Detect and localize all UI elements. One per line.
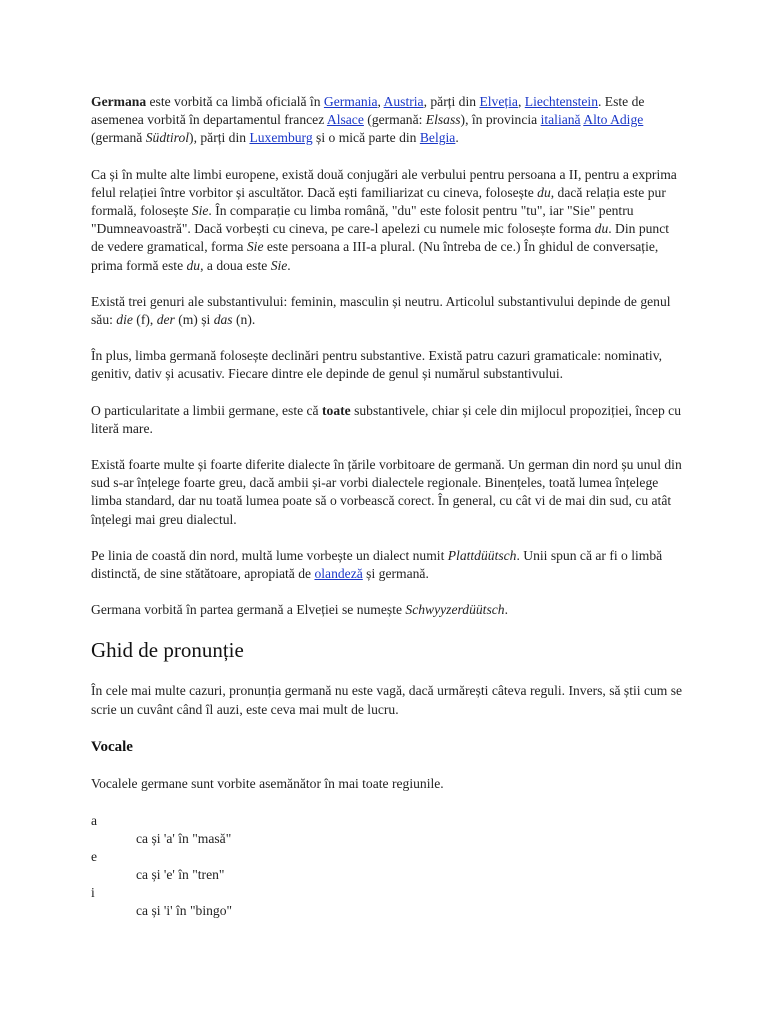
term-sie: Sie	[246, 239, 264, 255]
vowel-item	[91, 884, 683, 920]
paragraph-intro	[91, 93, 683, 148]
term-toate: toate	[322, 402, 351, 418]
vowel-letter: i	[91, 885, 95, 901]
text: , dacă relația este pur formală, folosește	[91, 184, 666, 219]
term-schwyyzerduutsch: Schwyyzerdüütsch	[405, 602, 505, 618]
text: , a doua este	[200, 257, 271, 273]
term-die: die	[116, 312, 133, 328]
text: (f),	[132, 312, 157, 328]
vowel-item	[91, 848, 683, 884]
text: substantivele, chiar și cele din mijlocul propoziției, încep cu literă mare.	[91, 402, 681, 436]
paragraph-dialects: Există foarte multe și foarte diferite dialecte în țările vorbitoare de germană. Un german din nord șu unul din sud s-ar înțelege foarte greu, dacă ambii și-ar vorbi dialectele regionale. Binențeles, toată lumea înțelege limba standard, dar nu toată lumea poate să o vorbească corect. În general, cu cât vi de mai din sud, cu atât înțelegi mai greu dialectul.	[91, 457, 682, 527]
link-alto-adige[interactable]: Alto Adige	[583, 112, 644, 128]
term-du: du	[537, 184, 551, 200]
vowel-description: ca și 'a' în "masă"	[136, 831, 232, 847]
link-germania[interactable]: Germania	[323, 94, 378, 109]
text: . Din punct de vedere gramatical, forma	[91, 221, 670, 255]
text: Există trei genuri ale substantivului: feminin, masculin și neutru. Articolul substantivului depinde de genul său:	[91, 293, 671, 328]
heading-vowels: Vocale	[91, 738, 133, 755]
text: , părți din	[423, 94, 480, 109]
term-sie: Sie	[191, 203, 209, 219]
text: ), în provincia	[460, 112, 541, 128]
text: Germana vorbită în partea germană a Elveției se numește	[91, 602, 406, 618]
text: și o mică parte din	[312, 130, 420, 146]
text: Pe linia de coastă din nord, multă lume vorbește un dialect numit	[91, 547, 448, 563]
text: .	[504, 602, 508, 618]
paragraph-capitalization	[91, 402, 683, 438]
link-italiana[interactable]: italiană	[540, 112, 581, 128]
text: .	[287, 257, 291, 273]
link-austria[interactable]: Austria	[383, 94, 424, 109]
vowel-letter: e	[91, 849, 98, 865]
term-du: du	[186, 257, 201, 273]
link-liechtenstein[interactable]: Liechtenstein	[524, 94, 598, 109]
text: și germană.	[362, 566, 429, 582]
text: . Este de asemenea vorbită în departamentul francez	[91, 94, 645, 128]
vowel-list	[91, 812, 683, 920]
paragraph-conjugation	[91, 166, 683, 275]
term-germana: Germana	[91, 94, 147, 109]
vowel-letter: a	[91, 813, 98, 829]
text: (germană:	[363, 112, 426, 128]
paragraph-pronunciation-intro: În cele mai multe cazuri, pronunția germană nu este vagă, dacă urmărești câteva reguli. Invers, să știi cum se scrie un cuvânt când îl auzi, este ceva mai mult de lucru.	[91, 683, 683, 717]
link-alsace[interactable]: Alsace	[326, 112, 364, 128]
paragraph-genders	[91, 293, 683, 329]
document-content	[91, 93, 683, 920]
paragraph-declension: În plus, limba germană folosește declinări pentru substantive. Există patru cazuri gramaticale: nominativ, genitiv, dativ și acusativ. Fiecare dintre ele depinde de genul și numărul substantivului.	[91, 348, 663, 382]
text: Ca și în multe alte limbi europene, există două conjugări ale verbului pentru persoana a II, pentru a exprima felul relației între vorbitor și ascultător. Dacă ești familiarizat cu cineva, folosește	[91, 166, 677, 200]
vowel-description: ca și 'e' în "tren"	[136, 867, 225, 883]
text: . Unii spun că ar fi o limbă distinctă, de sine stătătoare, apropiată de	[91, 547, 663, 582]
vowel-description: ca și 'i' în "bingo"	[136, 903, 233, 919]
text: ,	[517, 94, 525, 109]
text: O particularitate a limbii germane, este că	[91, 402, 322, 418]
text: . În comparație cu limba română, "du" este folosit pentru "tu", iar "Sie" pentru "Dumneavoastră". Dacă vorbești cu cineva, pe care-l apelezi cu numele mic folosește forma	[91, 203, 634, 237]
term-du: du	[594, 221, 609, 237]
text: (n).	[232, 312, 256, 328]
link-luxemburg[interactable]: Luxemburg	[249, 130, 313, 146]
paragraph-swiss	[91, 601, 683, 619]
link-olandeza[interactable]: olandeză	[314, 566, 363, 582]
paragraph-plattdeutsch	[91, 547, 683, 583]
term-sie: Sie	[270, 257, 288, 273]
paragraph-vowels-intro: Vocalele germane sunt vorbite asemănător în mai toate regiunile.	[91, 775, 444, 791]
term-elsass: Elsass	[425, 112, 461, 128]
text: (m) și	[174, 312, 214, 328]
term-sudtirol: Südtirol	[145, 130, 190, 146]
term-plattduutsch: Plattdüütsch	[447, 547, 517, 563]
term-das: das	[213, 312, 233, 328]
text: este vorbită ca limbă oficială în	[146, 94, 324, 109]
link-elvetia[interactable]: Elveția	[479, 94, 518, 109]
term-der: der	[156, 312, 175, 328]
heading-pronunciation-guide: Ghid de pronunție	[91, 638, 244, 663]
link-belgia[interactable]: Belgia	[419, 130, 456, 146]
text: ), părți din	[189, 130, 250, 146]
text: .	[455, 130, 459, 146]
text: este persoana a III-a plural. (Nu întreba de ce.) În ghidul de conversație, prima formă este	[91, 239, 659, 273]
text: (germană	[91, 130, 146, 146]
text: ,	[377, 94, 384, 109]
vowel-item	[91, 812, 683, 848]
